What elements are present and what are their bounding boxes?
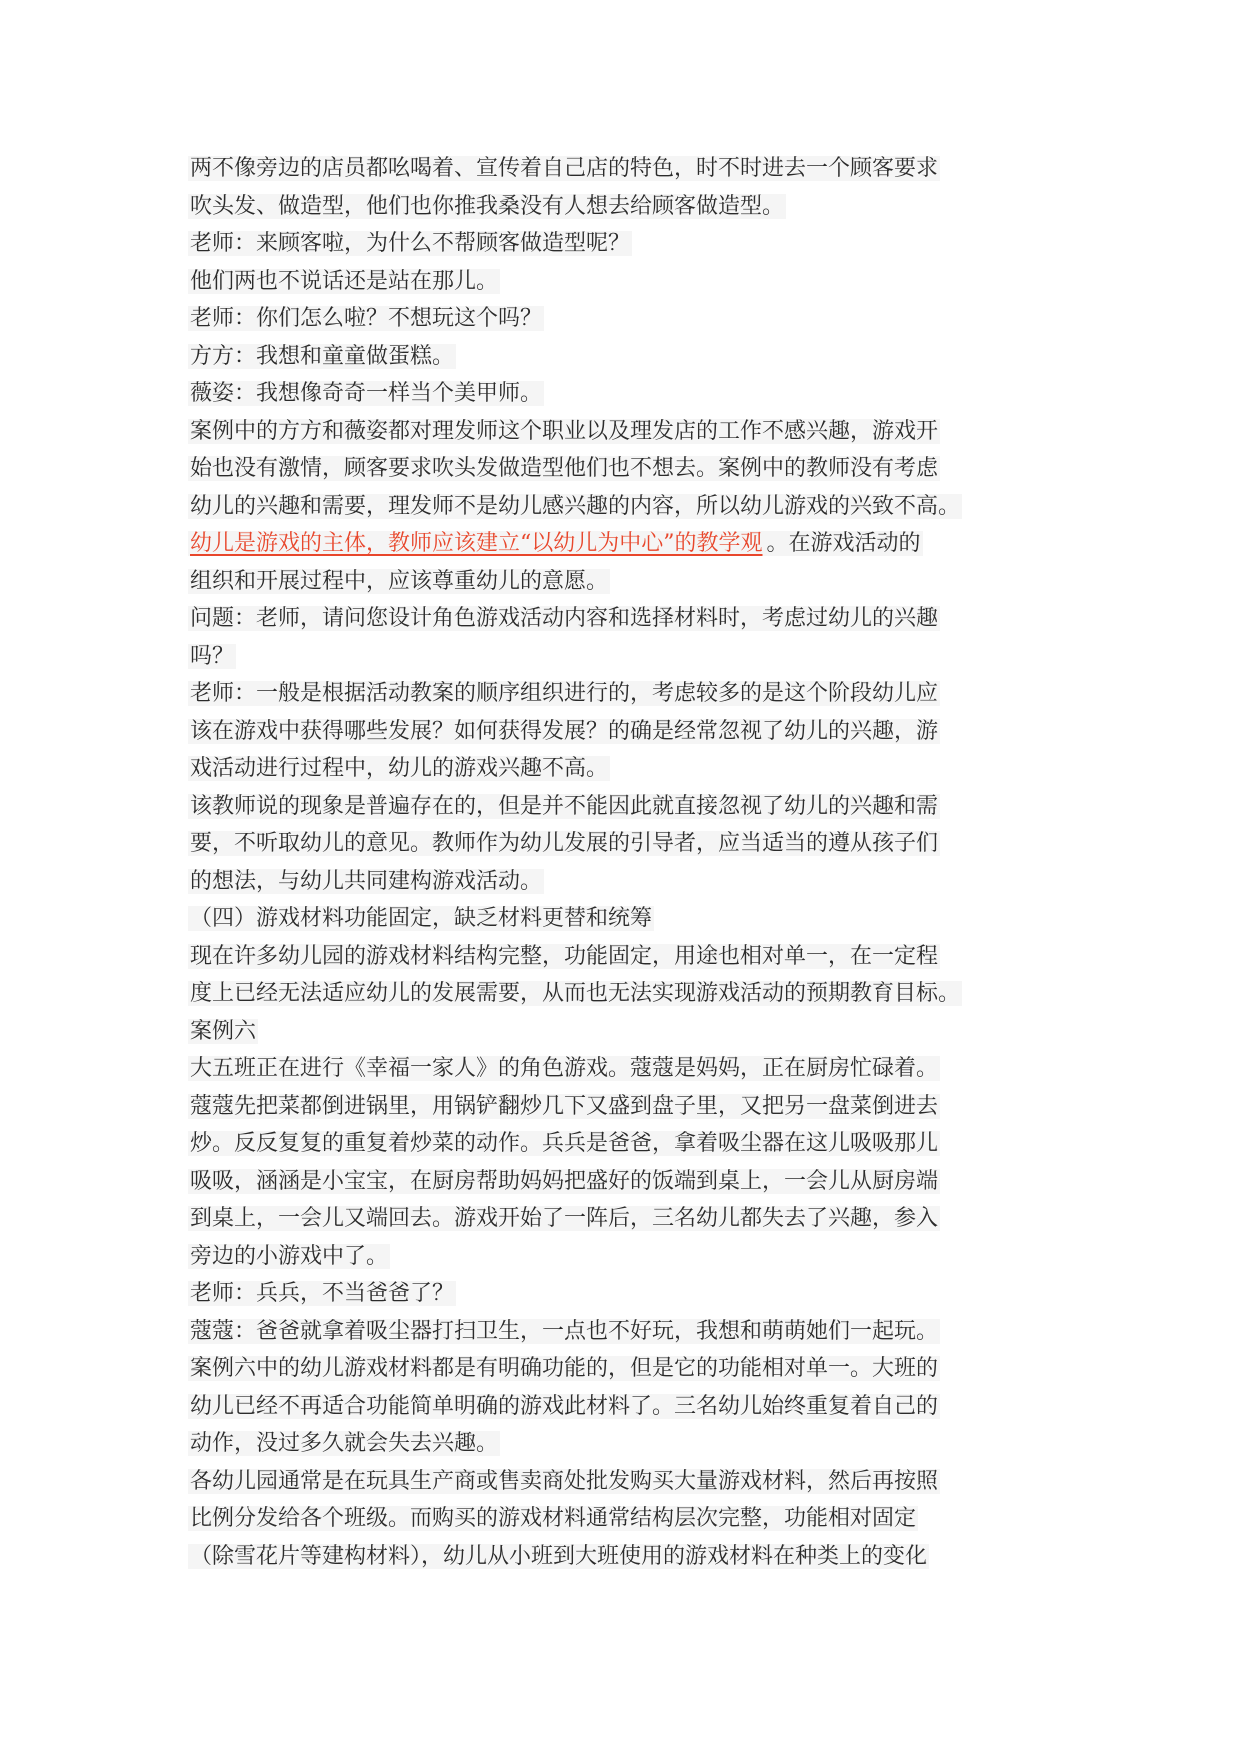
text-line-5	[188, 300, 1088, 338]
line-text: 方方：我想和童童做蛋糕。	[190, 343, 455, 369]
line-text: 炒。反反复复的重复着炒菜的动作。兵兵是爸爸，拿着吸尘器在这儿吸吸那儿	[190, 1131, 939, 1156]
text-line-1	[188, 150, 1088, 188]
line-text: 始也没有激情，顾客要求吹头发做造型他们也不想去。案例中的教师没有考虑	[190, 456, 939, 481]
text-line-36	[188, 1463, 1088, 1501]
text-line-28	[188, 1163, 1088, 1201]
text-line-22	[188, 938, 1088, 976]
text-line-2	[188, 188, 1088, 226]
text-line-33	[188, 1350, 1088, 1388]
case-heading	[188, 1013, 1088, 1051]
text-line-11-emphasis	[188, 525, 1088, 563]
text-line-32	[188, 1313, 1088, 1351]
line-text: 现在许多幼儿园的游戏材料结构完整，功能固定，用途也相对单一，在一定程	[190, 943, 939, 969]
text-line-19	[188, 825, 1088, 863]
text-line-26	[188, 1088, 1088, 1126]
text-line-16	[188, 713, 1088, 751]
text-line-23	[188, 975, 1088, 1013]
text-line-7	[188, 375, 1088, 413]
line-text: 蔻蔻：爸爸就拿着吸尘器打扫卫生，一点也不好玩，我想和萌萌她们一起玩。	[190, 1318, 939, 1344]
line-text: 老师：来顾客啦，为什么不帮顾客做造型呢？	[190, 231, 631, 256]
text-line-3	[188, 225, 1088, 263]
line-text: 组织和开展过程中，应该尊重幼儿的意愿。	[190, 568, 609, 594]
text-line-10	[188, 488, 1088, 526]
emphasized-thesis: 幼儿是游戏的主体，教师应该建立“以幼儿为中心”的教学观	[190, 531, 763, 556]
text-line-30	[188, 1238, 1088, 1276]
text-line-20	[188, 863, 1088, 901]
text-line-9	[188, 450, 1088, 488]
text-line-18	[188, 788, 1088, 826]
text-line-4	[188, 263, 1088, 301]
line-text: 他们两也不说话还是站在那儿。	[190, 268, 499, 294]
line-text: 各幼儿园通常是在玩具生产商或售卖商处批发购买大量游戏材料，然后再按照	[190, 1468, 939, 1494]
line-text: （四）游戏材料功能固定，缺乏材料更替和统筹	[190, 906, 653, 931]
line-text: 吸吸，涵涵是小宝宝，在厨房帮助妈妈把盛好的饭端到桌上，一会儿从厨房端	[190, 1168, 939, 1194]
text-line-13	[188, 600, 1088, 638]
line-text: 两不像旁边的店员都吆喝着、宣传着自己店的特色，时不时进去一个顾客要求	[190, 156, 939, 181]
text-line-37	[188, 1500, 1088, 1538]
line-text: 该教师说的现象是普遍存在的，但是并不能因此就直接忽视了幼儿的兴趣和需	[190, 793, 939, 819]
line-text: 到桌上，一会儿又端回去。游戏开始了一阵后，三名幼儿都失去了兴趣，参入	[190, 1206, 939, 1231]
line-text: 吗？	[190, 643, 235, 669]
line-text: 幼儿的兴趣和需要，理发师不是幼儿感兴趣的内容，所以幼儿游戏的兴致不高。	[190, 493, 961, 519]
line-text: 。在游戏活动的	[766, 531, 921, 556]
line-text: 要，不听取幼儿的意见。教师作为幼儿发展的引导者，应当适当的遵从孩子们	[190, 831, 939, 856]
line-text: 旁边的小游戏中了。	[190, 1243, 389, 1269]
line-text: 戏活动进行过程中，幼儿的游戏兴趣不高。	[190, 756, 609, 781]
line-text: （除雪花片等建构材料），幼儿从小班到大班使用的游戏材料在种类上的变化	[190, 1543, 928, 1569]
text-line-27	[188, 1125, 1088, 1163]
line-text: 案例六	[190, 1018, 257, 1044]
text-line-15	[188, 675, 1088, 713]
line-text: 度上已经无法适应幼儿的发展需要，从而也无法实现游戏活动的预期教育目标。	[190, 981, 961, 1006]
line-text: 蔻蔻先把菜都倒进锅里，用锅铲翻炒几下又盛到盘子里，又把另一盘菜倒进去	[190, 1093, 939, 1119]
line-text: 比例分发给各个班级。而购买的游戏材料通常结构层次完整，功能相对固定	[190, 1506, 917, 1531]
line-text: 案例中的方方和薇姿都对理发师这个职业以及理发店的工作不感兴趣，游戏开	[190, 418, 939, 444]
section-heading	[188, 900, 1088, 938]
line-text: 的想法，与幼儿共同建构游戏活动。	[190, 868, 543, 894]
text-line-35	[188, 1425, 1088, 1463]
text-line-17	[188, 750, 1088, 788]
line-text: 大五班正在进行《幸福一家人》的角色游戏。蔻蔻是妈妈，正在厨房忙碌着。	[190, 1056, 939, 1081]
line-text: 老师：兵兵，不当爸爸了？	[190, 1281, 455, 1306]
line-text: 薇姿：我想像奇奇一样当个美甲师。	[190, 381, 543, 406]
line-text: 该在游戏中获得哪些发展？如何获得发展？的确是经常忽视了幼儿的兴趣，游	[190, 718, 939, 744]
text-line-25	[188, 1050, 1088, 1088]
line-text: 幼儿已经不再适合功能简单明确的游戏此材料了。三名幼儿始终重复着自己的	[190, 1393, 939, 1419]
line-text: 老师：一般是根据活动教案的顺序组织进行的，考虑较多的是这个阶段幼儿应	[190, 681, 939, 706]
line-text: 案例六中的幼儿游戏材料都是有明确功能的，但是它的功能相对单一。大班的	[190, 1356, 939, 1381]
text-line-38	[188, 1538, 1088, 1576]
line-text: 动作，没过多久就会失去兴趣。	[190, 1431, 499, 1456]
body-text	[188, 150, 1088, 1575]
text-line-34	[188, 1388, 1088, 1426]
text-line-14	[188, 638, 1088, 676]
line-text: 问题：老师，请问您设计角色游戏活动内容和选择材料时，考虑过幼儿的兴趣	[190, 606, 939, 631]
text-line-12	[188, 563, 1088, 601]
line-text: 吹头发、做造型，他们也你推我桑没有人想去给顾客做造型。	[190, 193, 785, 219]
text-line-29	[188, 1200, 1088, 1238]
text-line-31	[188, 1275, 1088, 1313]
line-text: 老师：你们怎么啦？不想玩这个吗？	[190, 306, 543, 331]
text-line-8	[188, 413, 1088, 451]
text-line-6	[188, 338, 1088, 376]
